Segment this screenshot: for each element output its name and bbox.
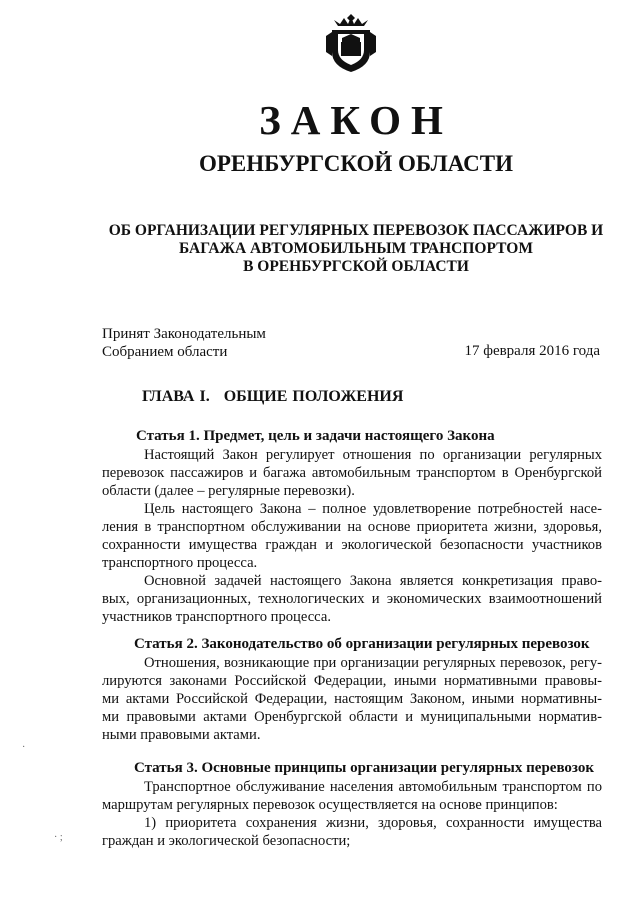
- paragraph-line: Настоящий Закон регулирует отношения по организации регулярных: [144, 447, 602, 463]
- paragraph-line: Цель настоящего Закона – полное удовлетворение потребностей насе-: [144, 501, 602, 517]
- paragraph-line: Отношения, возникающие при организации регулярных перевозок, регу-: [144, 655, 602, 671]
- region-title: ОРЕНБУРГСКОЙ ОБЛАСТИ: [198, 151, 514, 176]
- article-1-body: [102, 446, 602, 626]
- article-3-heading: Статья 3. Основные принципы организации регулярных перевозок: [134, 760, 595, 776]
- adopted-line: Принят Законодательным: [102, 326, 266, 342]
- paragraph-line: вых, организационных, технологических и экономических взаимоотношений: [102, 591, 602, 607]
- chapter-name: ОБЩИЕ ПОЛОЖЕНИЯ: [223, 388, 404, 405]
- adopted-by: [102, 325, 266, 361]
- article-2-body: [102, 654, 602, 744]
- paragraph-line: лируются законами Российской Федерации, иными нормативными правовы-: [102, 673, 602, 689]
- law-title-line: ОБ ОРГАНИЗАЦИИ РЕГУЛЯРНЫХ ПЕРЕВОЗОК ПАССАЖИРОВ И: [108, 222, 604, 239]
- paragraph-line: ми актами Российской Федерации, настоящим Законом, иными нормативны-: [102, 691, 602, 707]
- document-heading: ЗАКОН: [259, 97, 453, 143]
- paragraph-line: 1) приоритета сохранения жизни, здоровья, сохранности имущества: [144, 815, 602, 831]
- law-title: [0, 222, 640, 276]
- paragraph-line: маршрутам регулярных перевозок осуществляется на основе принципов:: [102, 797, 558, 813]
- chapter-number: ГЛАВА I.: [142, 388, 210, 405]
- paragraph-line: граждан и экологической безопасности;: [102, 833, 351, 849]
- paragraph-line: ными правовыми актами.: [102, 727, 261, 743]
- paragraph-line: ления в транспортном обслуживании на основе приоритета жизни, здоровья,: [102, 519, 602, 535]
- article-2-heading: Статья 2. Законодательство об организации регулярных перевозок: [134, 636, 590, 652]
- scan-artifact: · ;: [54, 832, 63, 843]
- law-title-line: В ОРЕНБУРГСКОЙ ОБЛАСТИ: [243, 258, 469, 275]
- paragraph-line: Основной задачей настоящего Закона является конкретизация право-: [144, 573, 602, 589]
- scan-artifact: ·: [22, 742, 26, 753]
- article-1-heading: Статья 1. Предмет, цель и задачи настоящего Закона: [136, 428, 495, 444]
- adopted-date: 17 февраля 2016 года: [464, 343, 600, 359]
- paragraph-line: сохранности имущества граждан и экологической безопасности участников: [102, 537, 602, 553]
- paragraph-line: Транспортное обслуживание населения автомобильным транспортом по: [144, 779, 602, 795]
- paragraph-line: перевозок пассажиров и багажа автомобильным транспортом в Оренбургской: [102, 465, 602, 481]
- paragraph-line: ми правовыми актами Оренбургской области и муниципальными норматив-: [102, 709, 602, 725]
- coat-of-arms-emblem: [324, 12, 378, 74]
- paragraph-line: транспортного процесса.: [102, 555, 258, 571]
- paragraph-line: участников транспортного процесса.: [102, 609, 331, 625]
- chapter-heading: [142, 388, 403, 406]
- law-title-line: БАГАЖА АВТОМОБИЛЬНЫМ ТРАНСПОРТОМ: [179, 240, 533, 257]
- article-3-body: [102, 778, 602, 850]
- paragraph-line: области (далее – регулярные перевозки).: [102, 483, 355, 499]
- adopted-line: Собранием области: [102, 344, 228, 360]
